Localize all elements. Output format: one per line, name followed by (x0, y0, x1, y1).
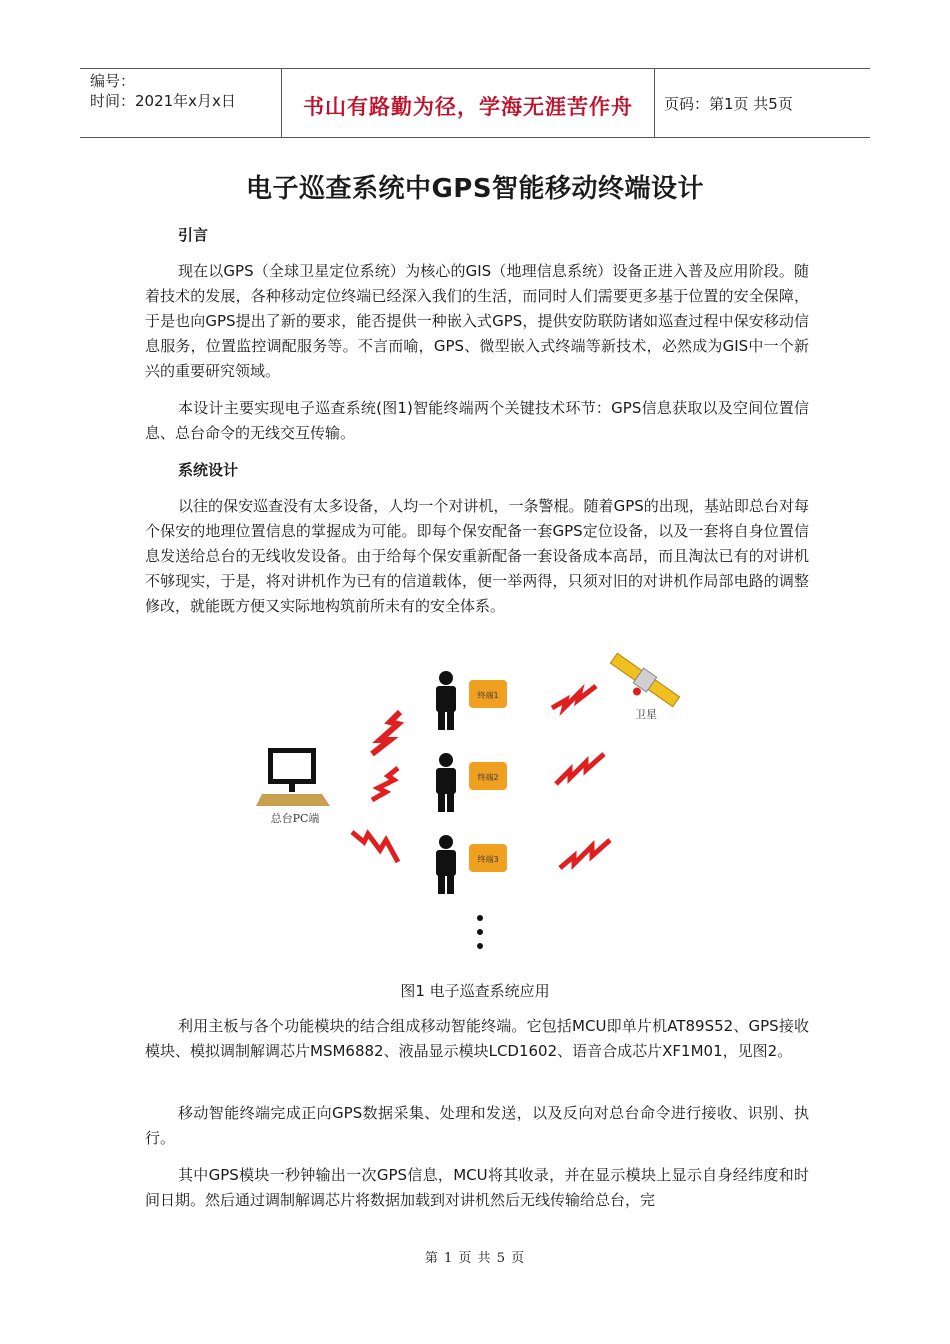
guard-person-icon (436, 835, 456, 894)
pc-monitor-icon (256, 748, 330, 806)
guard-person-icon (436, 753, 456, 812)
paragraph: 移动智能终端完成正向GPS数据采集、处理和发送，以及反向对总台命令进行接收、识别、执行。 (145, 1104, 809, 1147)
guard-person-icon (436, 671, 456, 730)
paragraph: 其中GPS模块一秒钟输出一次GPS信息，MCU将其收录，并在显示模块上显示自身经纬度和时间日期。然后通过调制解调芯片将数据加载到对讲机然后无线传输给总台，完 (145, 1166, 809, 1209)
ellipsis-dot (477, 929, 483, 935)
document-title: 电子巡查系统中GPS智能移动终端设计 (245, 174, 705, 204)
ellipsis-dot (477, 915, 483, 921)
satellite-icon (604, 651, 682, 717)
terminal-label: 终端2 (477, 773, 499, 782)
page-footer: 第 1 页 共 5 页 (424, 1251, 526, 1266)
paragraph: 本设计主要实现电子巡查系统(图1)智能终端两个关键技术环节：GPS信息获取以及空间位置信息、总台命令的无线交互传输。 (145, 399, 809, 442)
terminal-label: 终端1 (477, 691, 499, 700)
page-header (80, 68, 870, 138)
header-motto: 书山有路勤为径，学海无涯苦作舟 (303, 95, 633, 119)
number-label: 编号： (90, 72, 136, 90)
header-divider (654, 69, 655, 137)
system-diagram (240, 650, 710, 960)
section-heading-intro: 引言 (178, 226, 209, 244)
paragraph: 利用主板与各个功能模块的结合组成移动智能终端。它包括MCU即单片机AT89S52、GPS接收模块、模拟调制解调芯片MSM6882、液晶显示模块LCD1602、语音合成芯片XF1M01，见图2。 (145, 1017, 809, 1060)
header-page-label: 页码：第1页 共5页 (664, 95, 793, 113)
paragraph: 现在以GPS（全球卫星定位系统）为核心的GIS（地理信息系统）设备正进入普及应用阶段。随着技术的发展，各种移动定位终端已经深入我们的生活，而同时人们需要更多基于位置的安全保障，于是也向GPS提出了新的要求，能否提供一种嵌入式GPS，提供安防联防诸如巡查过程中保安移动信息服务，位置监控调配服务等。不言而喻，GPS、微型嵌入式终端等新技术，必然成为GIS中一个新兴的重要研究领域。 (145, 262, 809, 380)
signal-icon (372, 712, 400, 754)
signal-icon (352, 832, 398, 862)
signal-icon (560, 840, 610, 868)
pc-label: 总台PC端 (270, 812, 320, 825)
signal-icon (556, 754, 604, 784)
signal-icon (372, 768, 398, 800)
paragraph: 以往的保安巡查没有太多设备，人均一个对讲机，一条警棍。随着GPS的出现，基站即总台对每个保安的地理位置信息的掌握成为可能。即每个保安配备一套GPS定位设备，以及一套将自身位置信息发送给总台的无线收发设备。由于给每个保安重新配备一套设备成本高昂，而且淘汰已有的对讲机不够现实，于是，将对讲机作为已有的信道载体，便一举两得，只须对旧的对讲机作局部电路的调整修改，就能既方便又实际地构筑前所未有的安全体系。 (145, 497, 809, 615)
signal-icon (552, 686, 596, 708)
ellipsis-dot (477, 943, 483, 949)
figure-caption: 图1 电子巡查系统应用 (400, 982, 550, 1000)
date-label: 时间：2021年x月x日 (90, 92, 236, 110)
section-heading-design: 系统设计 (178, 461, 239, 479)
terminal-label: 终端3 (477, 855, 499, 864)
header-meta (90, 71, 236, 111)
satellite-label: 卫星 (635, 708, 657, 721)
